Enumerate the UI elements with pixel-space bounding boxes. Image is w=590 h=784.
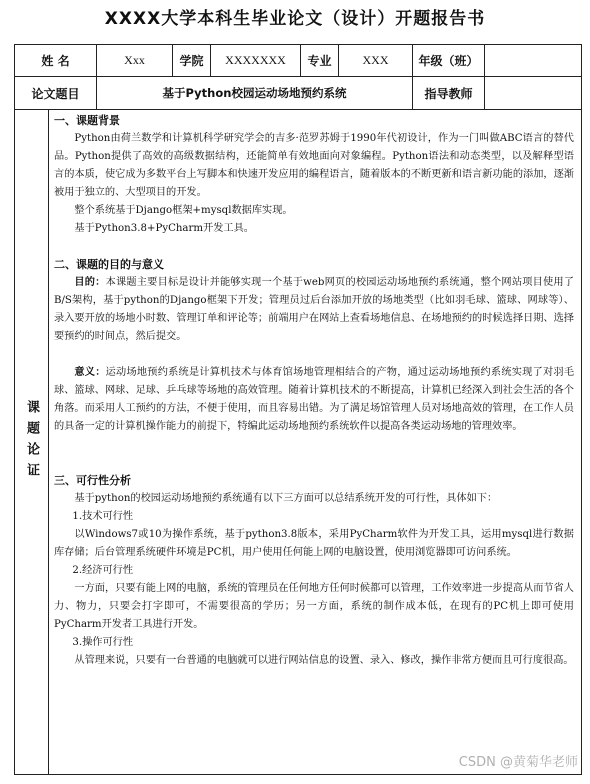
topic-label: 论文题目 <box>15 77 97 109</box>
section-1-paragraph-1: Python由荷兰数学和计算机科学研究学会的吉多·范罗苏姆于1990年代初设计，作为一门叫做ABC语言的替代品。Python提供了高效的高级数据结构，还能简单有效地面向对象编程。Python语法和动态类型，以及解释型语言的本质，使它成为多数平台上写脚本和快速开发应用的编程语言，随着版本的不断更新和语言新功能的添加，逐渐被用于独立的、大型项目的开发。 <box>54 133 574 198</box>
name-label: 姓 名 <box>15 45 97 76</box>
section-2-significance <box>54 364 574 436</box>
significance-label: 意义： <box>74 367 106 378</box>
grade-label: 年级（班） <box>413 45 485 76</box>
section-3-2-text: 一方面，只要有能上网的电脑，系统的管理员在任何地方任何时候都可以管理，工作效率进一步提高从而节省人力、物力，只要会打字即可，不需要很高的学历；另一方面，系统的制作成本低，在现有的PC机上即可使用PyCharm开发者工具进行开发。 <box>54 583 574 630</box>
side-label-cell <box>15 110 49 774</box>
goal-text: 本课题主要目标是设计并能够实现一个基于web网页的校园运动场地预约系统通，整个网站项目使用了B/S架构，基于python的Django框架下开发；管理员过后台添加开放的场地类型（比如羽毛球、篮球、网球等）、录入要开放的场地小时数、管理订单和评论等；前端用户在网站上查看场地信息、在场地预约的时候选择日期、选择要预约的时间点，然后提交。 <box>54 277 574 342</box>
advisor-value <box>485 77 581 109</box>
section-1-heading: 一、课题背景 <box>54 114 120 127</box>
section-3-1-text: 以Windows7或10为操作系统，基于python3.8版本，采用PyCharm软件为开发工具，运用mysql进行数据库存储；后台管理系统硬件环境是PC机，用户使用任何能上网的电脑设置，使用浏览器即可访问系统。 <box>54 529 574 558</box>
goal-label: 目的： <box>74 277 106 288</box>
document-title: XXXX大学本科生毕业论文（设计）开题报告书 <box>104 9 486 29</box>
advisor-label: 指导教师 <box>413 77 485 109</box>
college-value: XXXXXXX <box>211 45 301 76</box>
section-1-paragraph-3: 基于Python3.8+PyCharm开发工具。 <box>74 223 254 234</box>
info-row-1 <box>15 45 581 77</box>
section-3-3-text: 从管理来说，只要有一台普通的电脑就可以进行网站信息的设置、录入、修改，操作非常方便而且可行度很高。 <box>74 655 574 666</box>
major-value: XXX <box>339 45 413 76</box>
section-2-goal <box>54 274 574 346</box>
csdn-watermark: CSDN @黄菊华老师 <box>458 755 578 770</box>
section-3-1-heading: 1.技术可行性 <box>72 511 134 522</box>
info-row-2 <box>15 77 581 110</box>
significance-text: 运动场地预约系统是计算机技术与体育馆场地管理相结合的产物，通过运动场地预约系统实现了对羽毛球、篮球、网球、足球、乒乓球等场地的高效管理。随着计算机技术的不断提高，计算机已经深入到社会生活的各个角落。而采用人工预约的方法，不便于使用，而且容易出错。为了满足场馆管理人员对场地高效的管理，在工作人员的具备一定的计算机操作能力的前提下，特编此运动场地预约系统软件以提高各类运动场地的管理效率。 <box>54 367 574 432</box>
section-2-heading: 二、课题的目的与意义 <box>54 258 164 271</box>
grade-value <box>485 45 581 76</box>
section-3-intro: 基于python的校园运动场地预约系统通有以下三方面可以总结系统开发的可行性，具体如下： <box>74 493 498 504</box>
major-label: 专业 <box>301 45 339 76</box>
section-3-2-heading: 2.经济可行性 <box>72 565 134 576</box>
topic-value: 基于Python校园运动场地预约系统 <box>97 77 413 109</box>
section-3-3-heading: 3.操作可行性 <box>72 637 134 648</box>
side-label: 课题论证 <box>24 400 39 484</box>
section-3-heading: 三、可行性分析 <box>54 474 131 487</box>
section-1-paragraph-2: 整个系统基于Django框架+mysql数据库实现。 <box>74 205 293 216</box>
report-content <box>54 112 574 773</box>
college-label: 学院 <box>173 45 211 76</box>
name-value: Xxx <box>97 45 173 76</box>
